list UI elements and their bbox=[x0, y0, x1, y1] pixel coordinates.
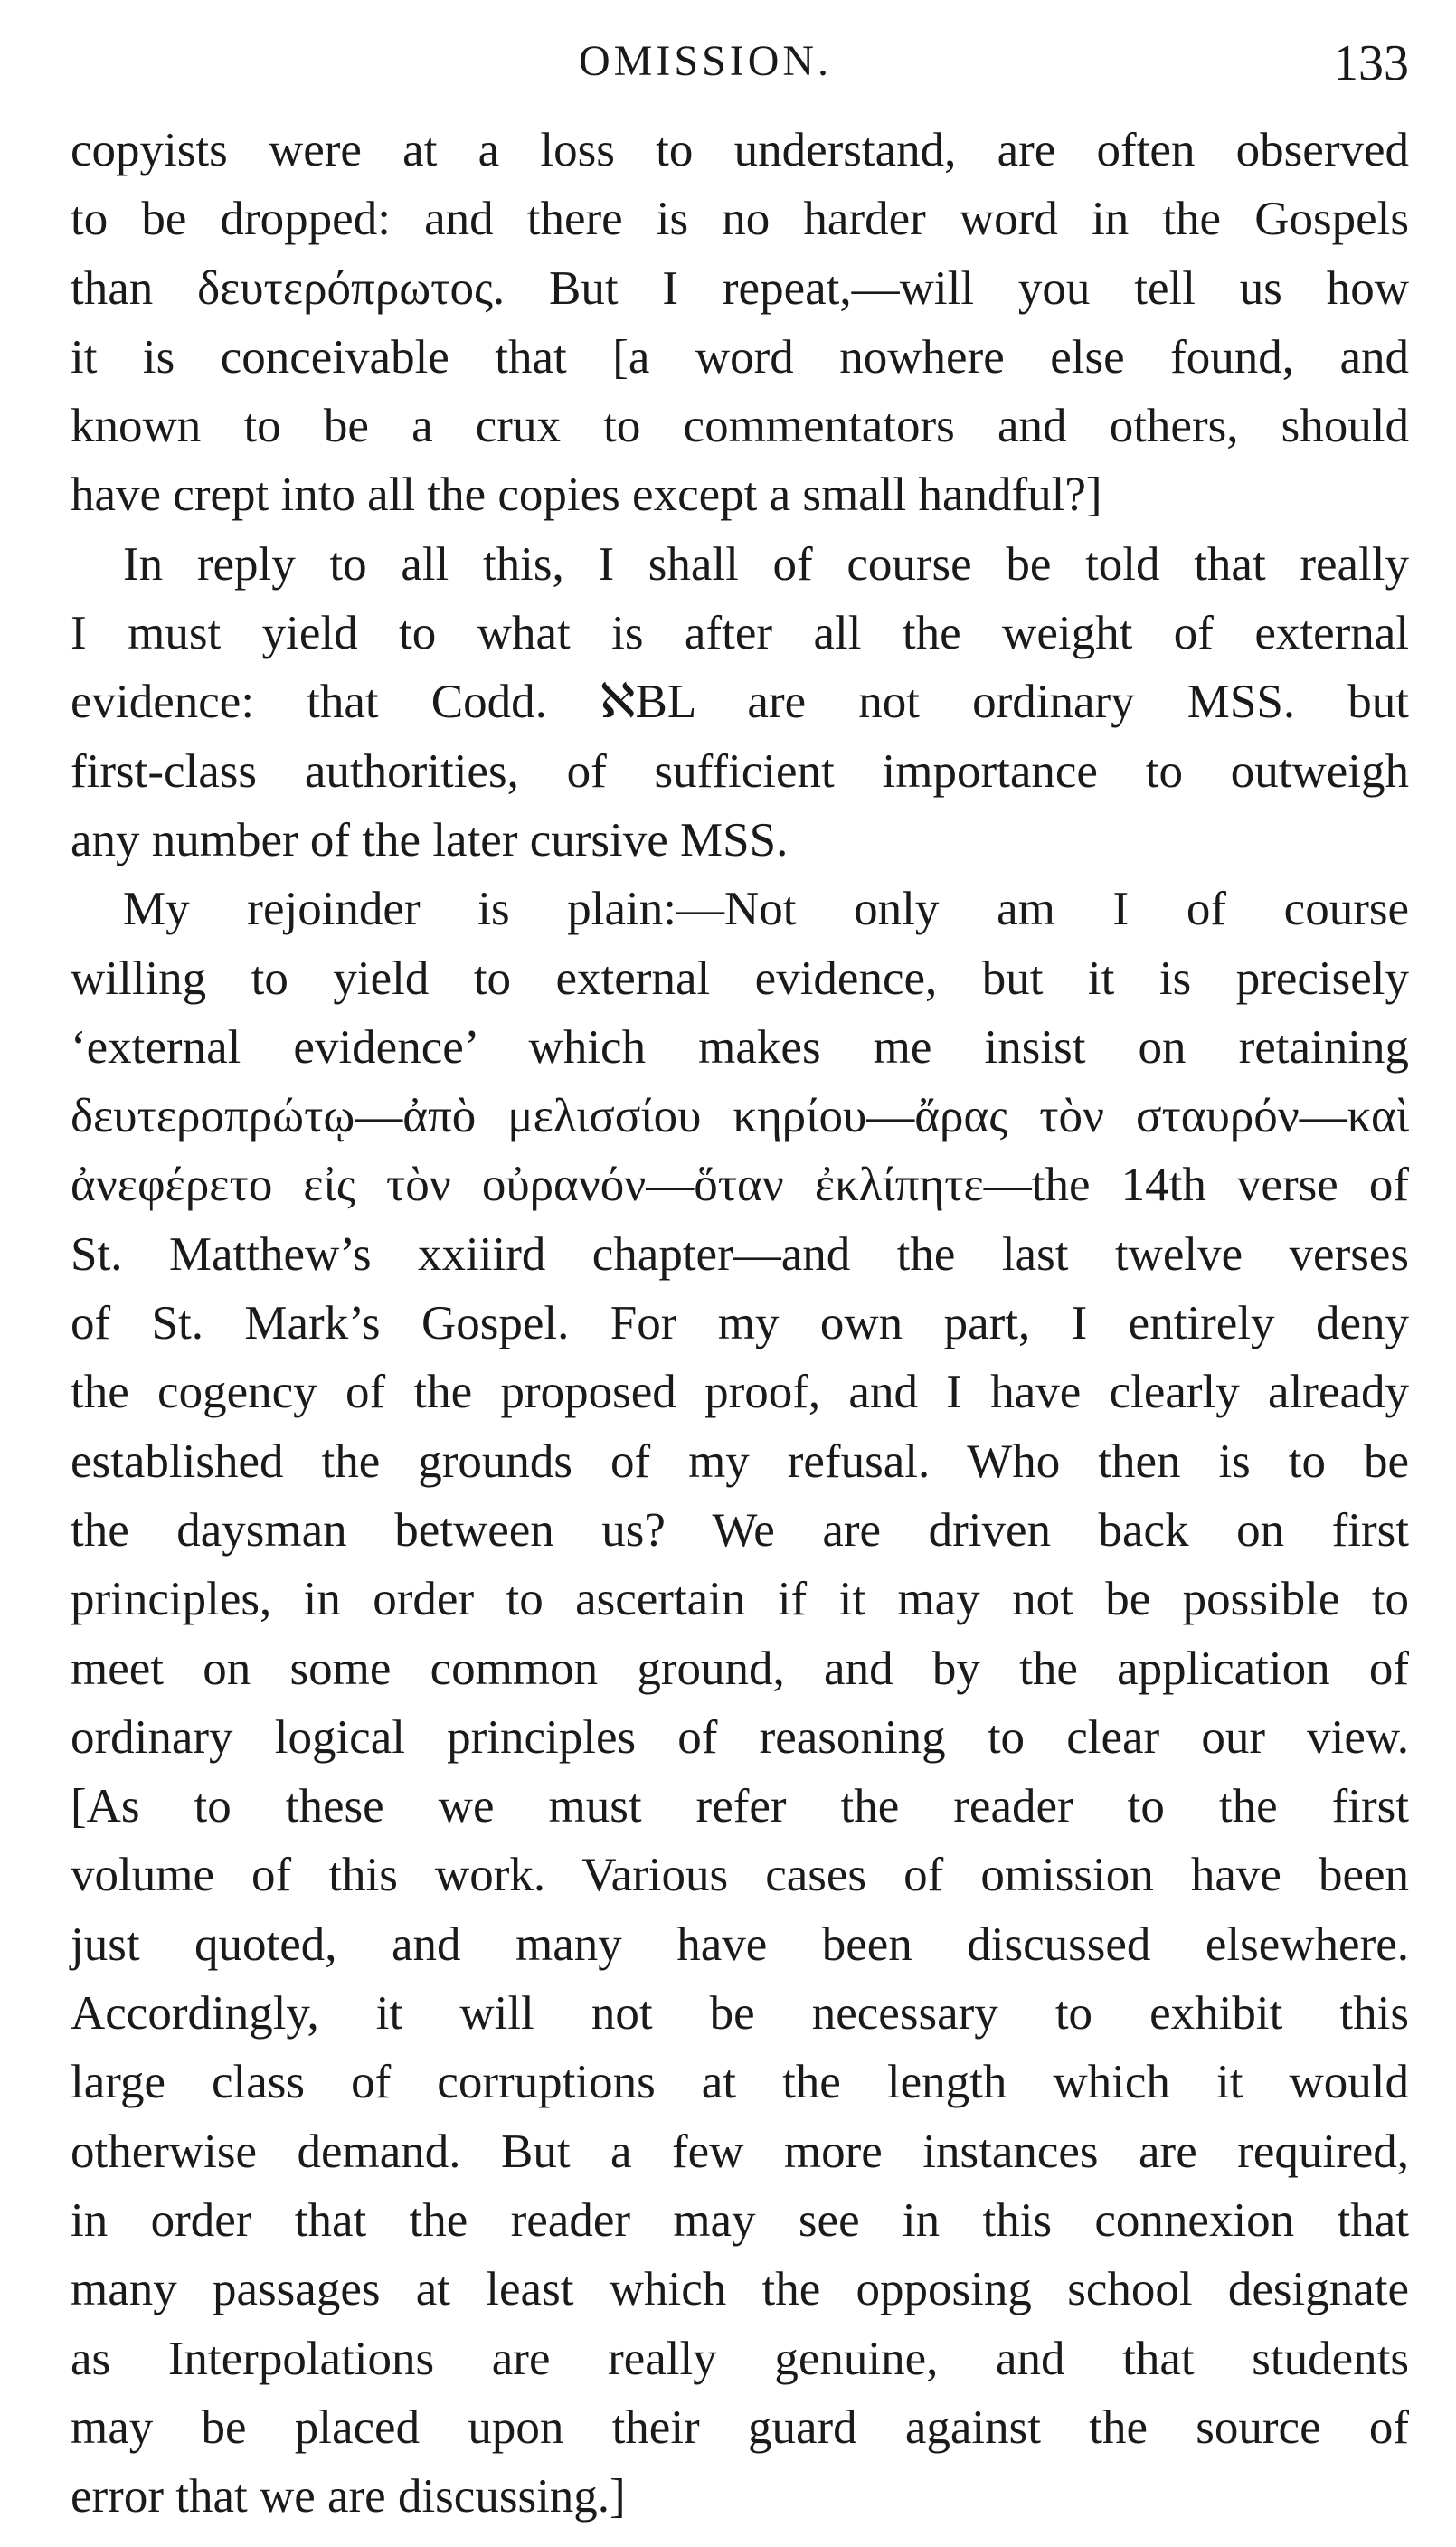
body-text bbox=[71, 116, 1409, 2531]
paragraph-start-line: In reply to all this, I shall of course be told that really bbox=[123, 537, 1409, 591]
text-line: established the grounds of my refusal. Who then is to be bbox=[71, 1434, 1409, 1488]
text-line: Accordingly, it will not be necessary to exhibit this bbox=[71, 1987, 1409, 2040]
running-title: OMISSION. bbox=[578, 37, 833, 85]
text-line: [As to these we must refer the reader to the first bbox=[71, 1780, 1409, 1833]
text-line: many passages at least which the opposing school designate bbox=[71, 2263, 1409, 2316]
paragraph-start-line: My rejoinder is plain:—Not only am I of course bbox=[123, 883, 1409, 936]
text-line: first-class authorities, of sufficient importance to outweigh bbox=[71, 744, 1409, 798]
text-line: meet on some common ground, and by the application of bbox=[71, 1642, 1409, 1695]
text-line: error that we are discussing.] bbox=[71, 2470, 626, 2523]
text-line: known to be a crux to commentators and others, should bbox=[71, 400, 1409, 453]
text-line: may be placed upon their guard against the source of bbox=[71, 2400, 1409, 2454]
greek-text-line: δευτεροπρώτῳ—ἀπὸ μελισσίου κηρίου—ἄρας τὸν σταυρόν—καὶ bbox=[71, 1090, 1409, 1143]
text-line: ordinary logical principles of reasoning to clear our view. bbox=[71, 1710, 1409, 1764]
text-line: ‘external evidence’ which makes me insist on retaining bbox=[71, 1020, 1409, 1074]
text-line: it is conceivable that [a word nowhere else found, and bbox=[71, 330, 1409, 383]
text-line: copyists were at a loss to understand, are often observed bbox=[71, 124, 1409, 176]
text-line: volume of this work. Various cases of omission have been bbox=[71, 1849, 1409, 1902]
text-line: have crept into all the copies except a small handful?] bbox=[71, 469, 1102, 522]
text-line: otherwise demand. But a few more instances are required, bbox=[71, 2125, 1409, 2178]
text-line: just quoted, and many have been discussed elsewhere. bbox=[71, 1917, 1409, 1971]
text-line: in order that the reader may see in this connexion that bbox=[71, 2193, 1409, 2247]
text-line: to be dropped: and there is no harder word in the Gospels bbox=[71, 193, 1409, 246]
text-line: as Interpolations are really genuine, and that students bbox=[71, 2332, 1409, 2385]
text-line: St. Matthew’s xxiiird chapter—and the last twelve verses bbox=[71, 1227, 1409, 1281]
greek-text-line: ἀνεφέρετο εἰς τὸν οὐρανόν—ὅταν ἐκλίπητε—the 14th verse of bbox=[71, 1159, 1409, 1212]
text-line: any number of the later cursive MSS. bbox=[71, 813, 789, 866]
text-line: than δευτερόπρωτος. But I repeat,—will you tell us how bbox=[71, 261, 1409, 315]
text-line: of St. Mark’s Gospel. For my own part, I entirely deny bbox=[71, 1297, 1409, 1350]
text-line: principles, in order to ascertain if it may not be possible to bbox=[71, 1573, 1409, 1626]
text-line: the daysman between us? We are driven back on first bbox=[71, 1503, 1409, 1557]
text-line: evidence: that Codd. ℵBL are not ordinary MSS. but bbox=[71, 676, 1409, 729]
text-line: the cogency of the proposed proof, and I have clearly already bbox=[71, 1366, 1409, 1419]
page-number: 133 bbox=[1333, 35, 1409, 91]
text-line: willing to yield to external evidence, but it is precisely bbox=[71, 952, 1409, 1005]
text-line: large class of corruptions at the length which it would bbox=[71, 2056, 1409, 2109]
text-line: I must yield to what is after all the weight of external bbox=[71, 607, 1409, 660]
running-header bbox=[0, 27, 1456, 109]
